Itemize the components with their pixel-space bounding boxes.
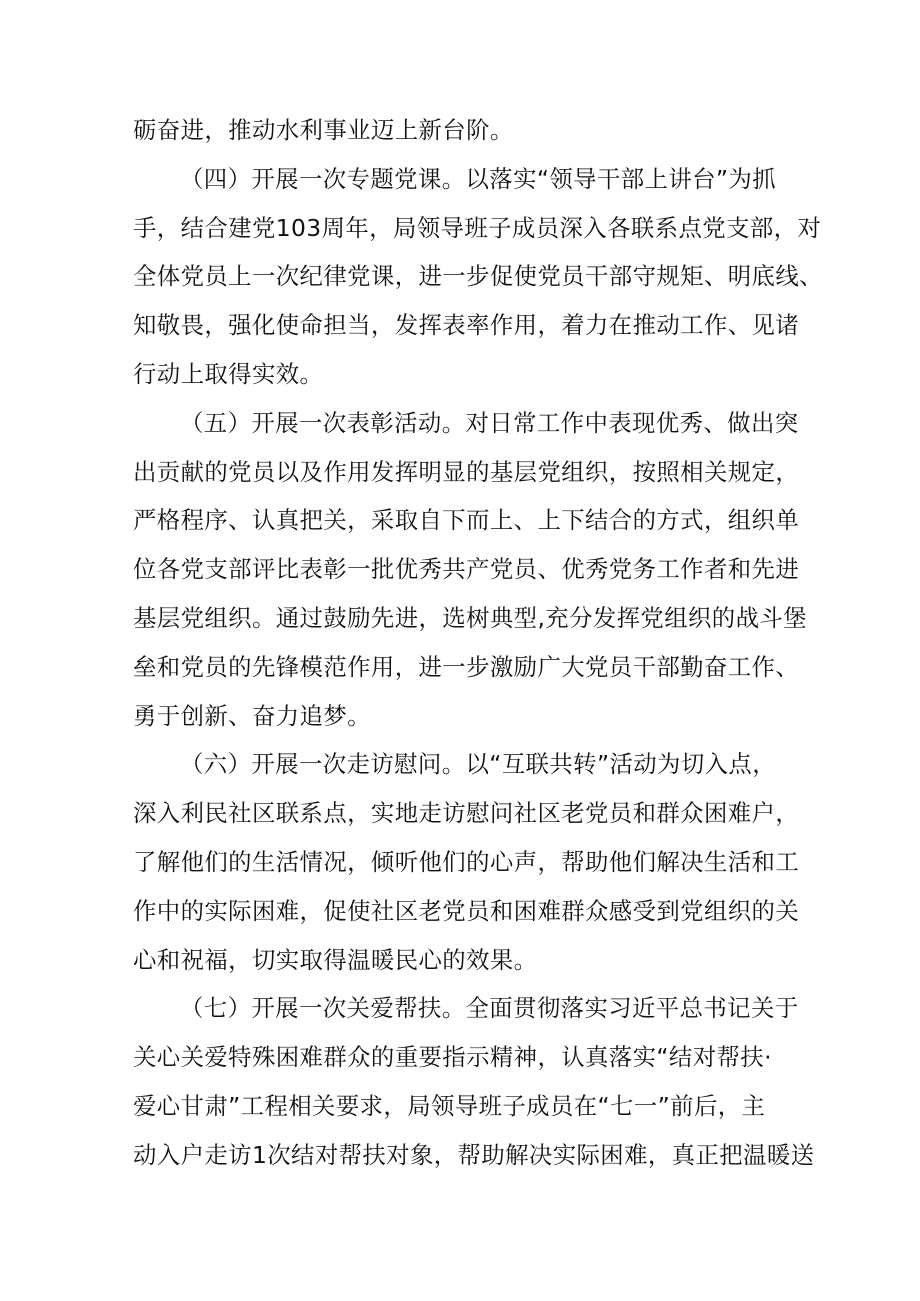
text-line: 了解他们的生活情况，倾听他们的心声，帮助他们解决生活和工 — [133, 847, 800, 876]
document-page — [133, 106, 823, 1180]
text-line: 垒和党员的先锋模范作用，进一步激励广大党员干部勤奋工作、 — [133, 652, 800, 681]
text-line: 手，结合建党103周年，局领导班子成员深入各联系点党支部，对 — [133, 213, 822, 242]
paragraph-item-4 — [133, 155, 823, 399]
paragraph-item-6 — [133, 740, 800, 984]
paragraph-item-7 — [133, 984, 815, 1179]
text-line: 深入利民社区联系点，实地走访慰问社区老党员和群众困难户， — [133, 799, 800, 828]
paragraph-heading-line: （四）开展一次专题党课。以落实“领导干部上讲台”为抓 — [180, 164, 777, 193]
text-line: 心和祝福，切实取得温暖民心的效果。 — [133, 945, 538, 974]
text-line: 出贡献的党员以及作用发挥明显的基层党组织，按照相关规定， — [133, 457, 800, 486]
text-line: 砺奋进，推动水利事业迈上新台阶。 — [133, 116, 514, 144]
text-line: 全体党员上一次纪律党课，进一步促使党员干部守规矩、明底线、 — [133, 262, 823, 291]
paragraph-item-5 — [133, 399, 807, 741]
text-line: 严格程序、认真把关，采取自下而上、上下结合的方式，组织单 — [133, 506, 800, 535]
text-line: 作中的实际困难，促使社区老党员和困难群众感受到党组织的关 — [133, 896, 800, 925]
text-line: 基层党组织。通过鼓励先进，选树典型,充分发挥党组织的战斗堡 — [133, 603, 807, 632]
text-line: 爱心甘肃”工程相关要求，局领导班子成员在“七一”前后，主 — [133, 1091, 766, 1120]
text-line: 知敬畏，强化使命担当，发挥表率作用，着力在推动工作、见诸 — [133, 311, 800, 340]
text-line: 位各党支部评比表彰一批优秀共产党员、优秀党务工作者和先进 — [133, 555, 800, 584]
paragraph-heading-line: （五）开展一次表彰活动。对日常工作中表现优秀、做出突 — [180, 408, 799, 437]
text-line: 行动上取得实效。 — [133, 359, 324, 388]
text-line: 勇于创新、奋力追梦。 — [133, 701, 371, 730]
text-line: 关心关爱特殊困难群众的重要指示精神，认真落实“结对帮扶· — [133, 1043, 772, 1072]
paragraph-heading-line: （六）开展一次走访慰问。以“互联共转”活动为切入点， — [180, 750, 777, 779]
text-line: 动入户走访1次结对帮扶对象，帮助解决实际困难，真正把温暖送 — [133, 1140, 815, 1169]
paragraph-continuation — [133, 106, 795, 155]
paragraph-heading-line: （七）开展一次关爱帮扶。全面贯彻落实习近平总书记关于 — [180, 994, 799, 1023]
